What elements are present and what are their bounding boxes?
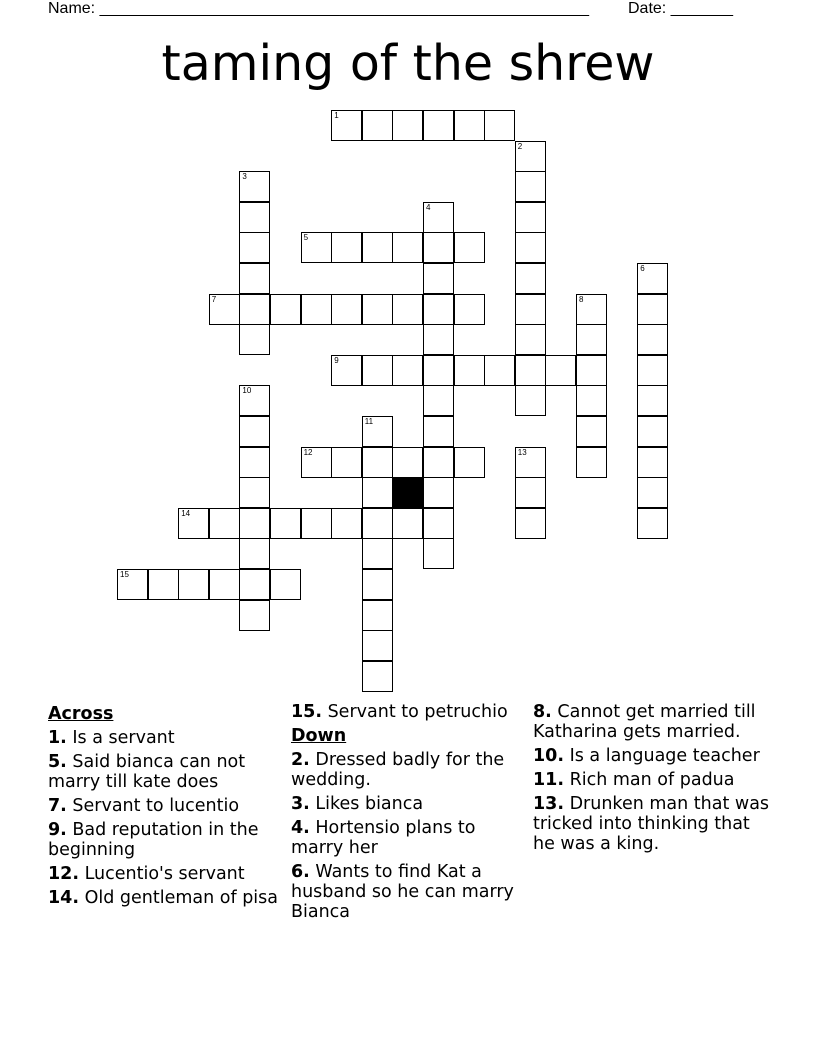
clue-down-11: 11. Rich man of padua bbox=[533, 770, 735, 790]
grid-cell[interactable] bbox=[362, 630, 393, 661]
grid-cell[interactable] bbox=[270, 294, 301, 325]
grid-cell[interactable] bbox=[362, 508, 393, 539]
grid-cell[interactable] bbox=[331, 294, 362, 325]
grid-cell[interactable] bbox=[576, 385, 607, 416]
grid-cell[interactable] bbox=[362, 110, 393, 141]
grid-cell[interactable] bbox=[301, 508, 332, 539]
grid-cell[interactable] bbox=[362, 232, 393, 263]
grid-cell[interactable] bbox=[362, 447, 393, 478]
clue-number: 11 bbox=[364, 417, 374, 426]
grid-cell[interactable] bbox=[239, 416, 270, 447]
clue-across-1: 1. Is a servant bbox=[48, 728, 175, 748]
grid-cell[interactable] bbox=[362, 661, 393, 692]
grid-cell[interactable] bbox=[515, 171, 546, 202]
clue-down-2: 2. Dressed badly for the wedding. bbox=[291, 750, 505, 790]
grid-cell[interactable] bbox=[209, 294, 240, 325]
grid-cell[interactable] bbox=[270, 508, 301, 539]
clue-number: 9 bbox=[334, 355, 339, 365]
grid-cell[interactable] bbox=[178, 569, 209, 600]
grid-cell[interactable] bbox=[239, 508, 270, 539]
grid-cell[interactable] bbox=[239, 569, 270, 600]
across-heading: Across bbox=[48, 704, 114, 724]
clue-number: 15 bbox=[120, 570, 129, 579]
grid-cell[interactable] bbox=[239, 202, 270, 233]
grid-cell[interactable] bbox=[423, 355, 454, 386]
grid-cell[interactable] bbox=[331, 508, 362, 539]
clue-number: 10 bbox=[242, 386, 252, 396]
grid-cell[interactable] bbox=[454, 355, 485, 386]
grid-cell[interactable] bbox=[454, 447, 485, 478]
grid-cell[interactable] bbox=[423, 538, 454, 569]
grid-cell[interactable] bbox=[209, 569, 240, 600]
grid-cell[interactable] bbox=[362, 477, 393, 508]
grid-cell[interactable] bbox=[454, 294, 485, 325]
grid-cell[interactable] bbox=[392, 508, 423, 539]
grid-cell[interactable] bbox=[117, 569, 148, 600]
clue-number: 7 bbox=[211, 294, 217, 304]
grid-cell[interactable] bbox=[239, 385, 270, 416]
clue-across-14: 14. Old gentleman of pisa bbox=[48, 888, 279, 908]
grid-cell[interactable] bbox=[515, 385, 546, 416]
grid-cell[interactable] bbox=[362, 600, 393, 631]
grid-cell[interactable] bbox=[576, 324, 607, 355]
grid-cell[interactable] bbox=[331, 355, 362, 386]
clues-column-1 bbox=[48, 702, 278, 912]
grid-cell[interactable] bbox=[484, 355, 515, 386]
grid-cell[interactable] bbox=[637, 385, 668, 416]
grid-cell[interactable] bbox=[423, 416, 454, 447]
clue-number: 6 bbox=[640, 264, 645, 273]
grid-cell[interactable] bbox=[484, 110, 515, 141]
grid-cell[interactable] bbox=[423, 202, 454, 233]
clue-across-12: 12. Lucentio's servant bbox=[48, 864, 245, 884]
grid-cell[interactable] bbox=[515, 141, 546, 172]
grid-cell[interactable] bbox=[423, 110, 454, 141]
grid-cell[interactable] bbox=[362, 294, 393, 325]
grid-cell[interactable] bbox=[576, 416, 607, 447]
grid-cell[interactable] bbox=[515, 263, 546, 294]
down-heading: Down bbox=[291, 726, 347, 746]
grid-cell[interactable] bbox=[423, 447, 454, 478]
clue-number: 8 bbox=[579, 294, 584, 304]
grid-cell[interactable] bbox=[515, 355, 546, 386]
grid-cell[interactable] bbox=[576, 447, 607, 478]
clue-across-7: 7. Servant to lucentio bbox=[48, 796, 240, 816]
grid-cell[interactable] bbox=[515, 324, 546, 355]
grid-cell[interactable] bbox=[576, 355, 607, 386]
grid-cell[interactable] bbox=[178, 508, 209, 539]
clue-number: 13 bbox=[517, 447, 527, 457]
clue-across-15: 15. Servant to petruchio bbox=[291, 702, 508, 722]
grid-cell[interactable] bbox=[454, 232, 485, 263]
grid-cell[interactable] bbox=[362, 538, 393, 569]
clue-number: 12 bbox=[303, 447, 313, 457]
grid-cell[interactable] bbox=[301, 447, 332, 478]
grid-cell[interactable] bbox=[301, 232, 332, 263]
grid-cell[interactable] bbox=[515, 508, 546, 539]
grid-cell[interactable] bbox=[637, 294, 668, 325]
grid-cell[interactable] bbox=[515, 294, 546, 325]
clue-number: 5 bbox=[303, 233, 309, 243]
grid-cell[interactable] bbox=[239, 477, 270, 508]
clue-down-3: 3. Likes bianca bbox=[291, 794, 424, 814]
puzzle-title: taming of the shrew bbox=[161, 35, 655, 92]
clue-number: 4 bbox=[426, 202, 431, 212]
grid-cell[interactable] bbox=[637, 263, 668, 294]
grid-cell[interactable] bbox=[392, 355, 423, 386]
grid-cell[interactable] bbox=[270, 569, 301, 600]
grid-cell[interactable] bbox=[515, 202, 546, 233]
grid-cell[interactable] bbox=[239, 263, 270, 294]
grid-cell[interactable] bbox=[392, 294, 423, 325]
grid-cell[interactable] bbox=[392, 110, 423, 141]
clue-down-13: 13. Drunken man that was tricked into thinking that he was a king. bbox=[533, 794, 770, 854]
grid-cell[interactable] bbox=[423, 385, 454, 416]
grid-cell[interactable] bbox=[239, 538, 270, 569]
grid-cell[interactable] bbox=[515, 477, 546, 508]
grid-cell[interactable] bbox=[423, 232, 454, 263]
clue-down-8: 8. Cannot get married till Katharina gets married. bbox=[533, 702, 756, 742]
grid-cell[interactable] bbox=[362, 416, 393, 447]
grid-cell[interactable] bbox=[331, 110, 362, 141]
clue-number: 2 bbox=[517, 141, 523, 151]
clue-down-10: 10. Is a language teacher bbox=[533, 746, 760, 766]
grid-cell[interactable] bbox=[545, 355, 576, 386]
grid-cell[interactable] bbox=[515, 232, 546, 263]
grid-cell[interactable] bbox=[637, 447, 668, 478]
grid-cell[interactable] bbox=[423, 477, 454, 508]
clue-across-5: 5. Said bianca can not marry till kate does bbox=[48, 752, 246, 792]
grid-cell[interactable] bbox=[362, 355, 393, 386]
grid-cell[interactable] bbox=[362, 569, 393, 600]
black-cell bbox=[392, 477, 423, 508]
clues-column-3 bbox=[533, 702, 773, 858]
grid-cell[interactable] bbox=[515, 447, 546, 478]
grid-cell[interactable] bbox=[209, 508, 240, 539]
clue-down-4: 4. Hortensio plans to marry her bbox=[291, 818, 476, 858]
clue-across-9: 9. Bad reputation in the beginning bbox=[48, 820, 259, 860]
grid-cell[interactable] bbox=[331, 232, 362, 263]
date-field: Date: _______ bbox=[628, 0, 733, 17]
grid-cell[interactable] bbox=[239, 294, 270, 325]
grid-cell[interactable] bbox=[239, 232, 270, 263]
grid-cell[interactable] bbox=[423, 263, 454, 294]
grid-cell[interactable] bbox=[637, 324, 668, 355]
clue-number: 1 bbox=[334, 111, 339, 120]
grid-cell[interactable] bbox=[301, 294, 332, 325]
clues-column-2 bbox=[291, 702, 526, 926]
grid-cell[interactable] bbox=[637, 416, 668, 447]
grid-cell[interactable] bbox=[392, 447, 423, 478]
grid-cell[interactable] bbox=[423, 294, 454, 325]
grid-cell[interactable] bbox=[423, 324, 454, 355]
grid-cell[interactable] bbox=[331, 447, 362, 478]
grid-cell[interactable] bbox=[637, 477, 668, 508]
grid-cell[interactable] bbox=[239, 600, 270, 631]
grid-cell[interactable] bbox=[148, 569, 179, 600]
grid-cell[interactable] bbox=[637, 508, 668, 539]
grid-cell[interactable] bbox=[576, 294, 607, 325]
grid-cell[interactable] bbox=[454, 110, 485, 141]
grid-cell[interactable] bbox=[637, 355, 668, 386]
clue-down-6: 6. Wants to find Kat a husband so he can marry Bianca bbox=[291, 862, 514, 922]
name-field: Name: _______________________________________________________ bbox=[48, 0, 589, 17]
grid-cell[interactable] bbox=[239, 324, 270, 355]
grid-cell[interactable] bbox=[423, 508, 454, 539]
clue-number: 3 bbox=[242, 172, 247, 182]
grid-cell[interactable] bbox=[392, 232, 423, 263]
grid-cell[interactable] bbox=[239, 171, 270, 202]
grid-cell[interactable] bbox=[239, 447, 270, 478]
clue-number: 14 bbox=[181, 508, 191, 518]
